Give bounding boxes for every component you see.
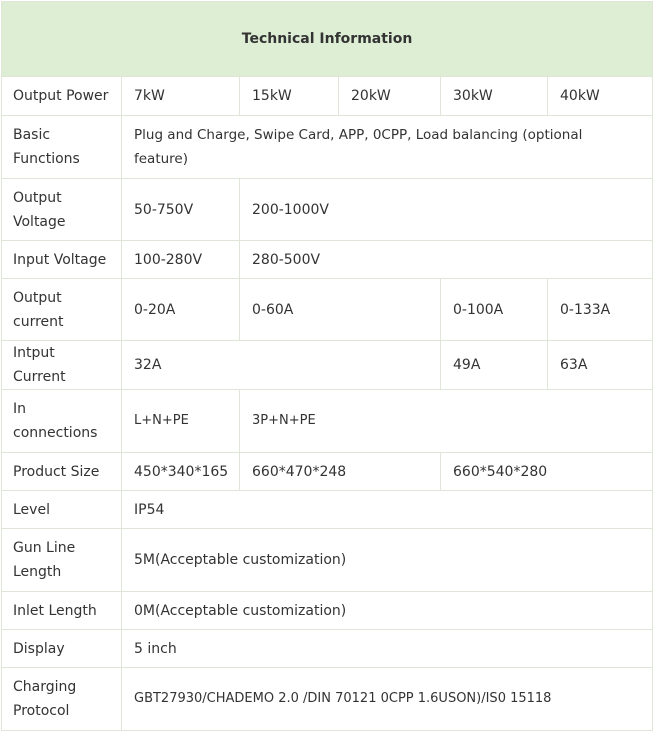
- cell-value: 30kW: [441, 77, 548, 116]
- table-row-inlet-length: [2, 592, 653, 630]
- table-row-product-size: [2, 453, 653, 491]
- table-row-output-power: [2, 77, 653, 116]
- cell-value: 100-280V: [122, 241, 240, 279]
- cell-value: 5 inch: [122, 630, 653, 668]
- table-row-in-connections: [2, 390, 653, 453]
- cell-value: 40kW: [548, 77, 653, 116]
- row-label: Intput Current: [2, 341, 122, 390]
- table-row-gun-line-length: [2, 529, 653, 592]
- table-title: Technical Information: [2, 2, 653, 77]
- row-label: Output current: [2, 279, 122, 341]
- table-header-row: [2, 2, 653, 77]
- cell-value: 5M(Acceptable customization): [122, 529, 653, 592]
- table-row-input-voltage: [2, 241, 653, 279]
- table-row-output-voltage: [2, 179, 653, 241]
- technical-info-table: [1, 1, 653, 731]
- table-row-display: [2, 630, 653, 668]
- row-label: Output Voltage: [2, 179, 122, 241]
- cell-value: 0-133A: [548, 279, 653, 341]
- row-label: Basic Functions: [2, 116, 122, 179]
- row-label: Output Power: [2, 77, 122, 116]
- row-label: Charging Protocol: [2, 668, 122, 731]
- table-row-basic-functions: [2, 116, 653, 179]
- cell-value: IP54: [122, 491, 653, 529]
- table-row-input-current: [2, 341, 653, 390]
- row-label: Gun Line Length: [2, 529, 122, 592]
- table-row-charging-protocol: [2, 668, 653, 731]
- cell-value: 63A: [548, 341, 653, 390]
- cell-value: 7kW: [122, 77, 240, 116]
- cell-value: 15kW: [240, 77, 339, 116]
- cell-value: L+N+PE: [122, 390, 240, 453]
- row-label: Level: [2, 491, 122, 529]
- cell-value: 450*340*165: [122, 453, 240, 491]
- row-label: Inlet Length: [2, 592, 122, 630]
- row-label: Display: [2, 630, 122, 668]
- cell-value: 0-20A: [122, 279, 240, 341]
- table-row-output-current: [2, 279, 653, 341]
- row-label: In connections: [2, 390, 122, 453]
- row-label: Product Size: [2, 453, 122, 491]
- cell-value: 200-1000V: [240, 179, 653, 241]
- cell-value: 32A: [122, 341, 441, 390]
- cell-value: 280-500V: [240, 241, 653, 279]
- cell-value: 20kW: [339, 77, 441, 116]
- cell-value: 0-60A: [240, 279, 441, 341]
- cell-value: 0M(Acceptable customization): [122, 592, 653, 630]
- row-label: Input Voltage: [2, 241, 122, 279]
- cell-value: Plug and Charge, Swipe Card, APP, 0CPP, Load balancing (optional feature): [122, 116, 653, 179]
- cell-value: 660*540*280: [441, 453, 653, 491]
- table-row-level: [2, 491, 653, 529]
- cell-value: 0-100A: [441, 279, 548, 341]
- cell-value: 660*470*248: [240, 453, 441, 491]
- cell-value: 3P+N+PE: [240, 390, 653, 453]
- cell-value: 49A: [441, 341, 548, 390]
- cell-value: 50-750V: [122, 179, 240, 241]
- cell-value: GBT27930/CHADEMO 2.0 /DIN 70121 0CPP 1.6USON)/IS0 15118: [122, 668, 653, 731]
